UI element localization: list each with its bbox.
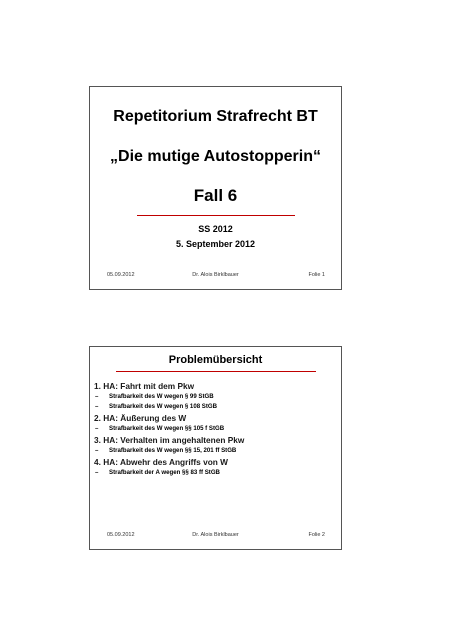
subtopic-text: Strafbarkeit des W wegen §§ 15, 201 ff StGB [109,447,237,454]
footer-date: 05.09.2012 [107,532,135,538]
topic-heading: 3. HA: Verhalten im angehaltenen Pkw [94,435,245,445]
subtopic-item [94,393,337,401]
subtopic-item [94,403,337,411]
footer-date: 05.09.2012 [107,272,135,278]
slide-title: Repetitorium Strafrecht BT [113,108,318,125]
topic-heading: 2. HA: Äußerung des W [94,413,187,423]
subtopic-item [94,425,337,433]
red-divider [137,215,295,216]
dash-bullet-icon: – [95,393,99,400]
topic-heading: 4. HA: Abwehr des Angriffs von W [94,457,228,467]
footer-author: Dr. Alois Birklbauer [192,532,239,538]
subtopic-text: Strafbarkeit des W wegen §§ 105 f StGB [109,425,225,432]
slide-2 [89,346,342,550]
slide-1 [89,86,342,290]
topic-heading: 1. HA: Fahrt mit dem Pkw [94,381,195,391]
subtopic-item [94,447,337,455]
semester-label: SS 2012 [198,224,233,234]
case-number: Fall 6 [193,186,238,205]
slide-footer [90,532,341,540]
session-date: 5. September 2012 [175,239,256,249]
footer-slide-number: Folie 2 [308,532,325,538]
dash-bullet-icon: – [95,447,99,454]
dash-bullet-icon: – [95,469,99,476]
dash-bullet-icon: – [95,403,99,410]
footer-author: Dr. Alois Birklbauer [192,272,239,278]
red-divider [116,371,316,372]
case-title: „Die mutige Autostopperin“ [110,148,321,165]
subtopic-item [94,469,337,477]
slide-footer [90,272,341,280]
subtopic-text: Strafbarkeit der A wegen §§ 83 ff StGB [109,469,220,476]
subtopic-text: Strafbarkeit des W wegen § 99 StGB [109,393,214,400]
slide-title: Problemübersicht [168,354,263,366]
problem-list [94,379,337,477]
dash-bullet-icon: – [95,425,99,432]
footer-slide-number: Folie 1 [308,272,325,278]
subtopic-text: Strafbarkeit des W wegen § 108 StGB [109,403,218,410]
